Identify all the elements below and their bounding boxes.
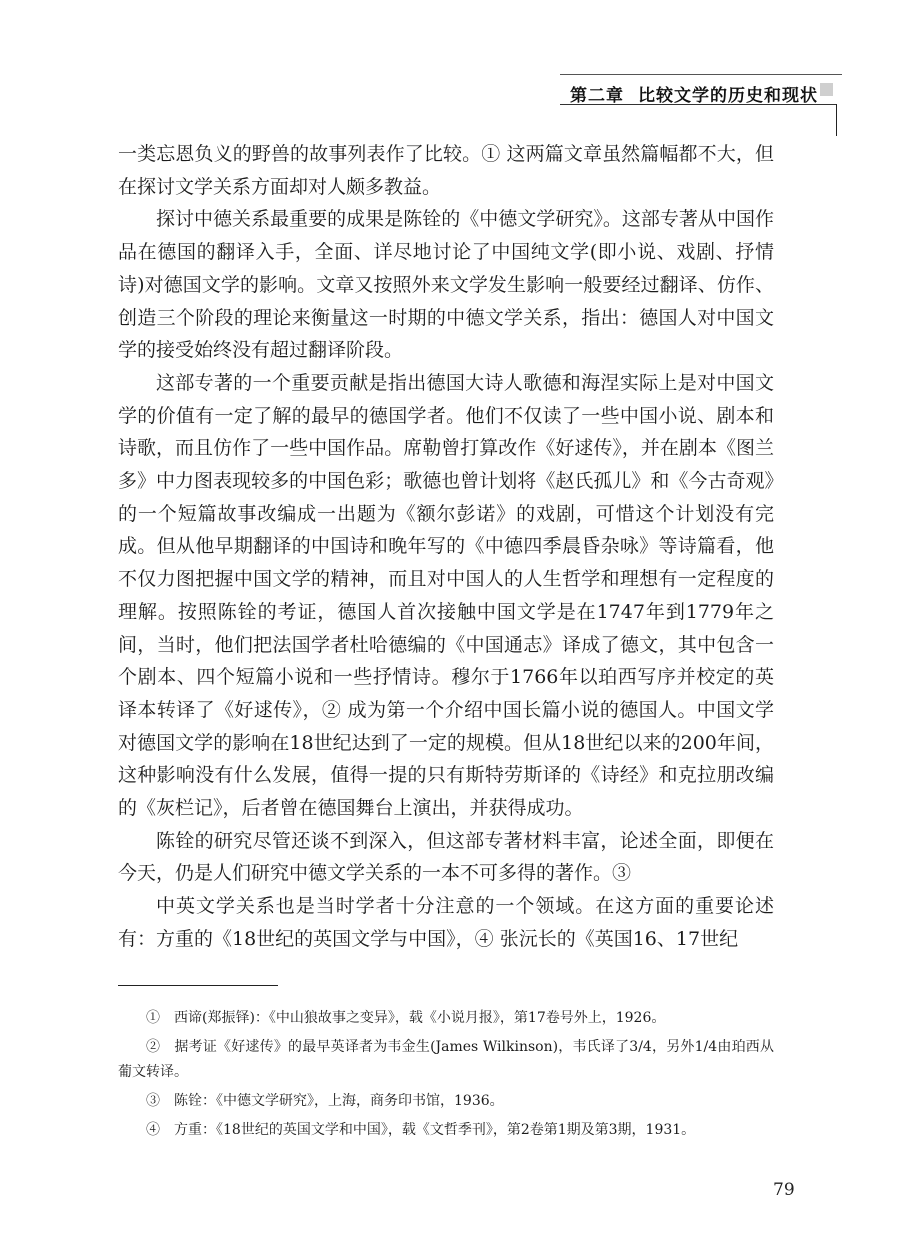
body-text: [118, 138, 774, 956]
header-square-ornament: [820, 83, 833, 96]
footnote-separator: [118, 985, 278, 986]
footnote: ③ 陈铨：《中德文学研究》，上海，商务印书馆，1936。: [146, 1093, 504, 1109]
running-header-text: [570, 81, 818, 106]
paragraph: 陈铨的研究尽管还谈不到深入，但这部专著材料丰富，论述全面，即便在今天，仍是人们研究中德文学关系的一本不可多得的著作。③: [118, 829, 774, 885]
paragraph: 一类忘恩负义的野兽的故事列表作了比较。① 这两篇文章虽然篇幅都不大，但在探讨文学关系方面却对人颇多教益。: [118, 143, 774, 198]
paragraph: 中英文学关系也是当时学者十分注意的一个领域。在这方面的重要论述有：方重的《18世纪的英国文学与中国》，④ 张沅长的《英国16、17世纪: [118, 895, 774, 950]
header-bottom-rule: [560, 104, 836, 105]
footnotes: [118, 1006, 774, 1147]
header-top-rule: [560, 74, 842, 75]
chapter-number: 第二章: [570, 86, 624, 106]
paragraph: 这部专著的一个重要贡献是指出德国大诗人歌德和海涅实际上是对中国文学的价值有一定了解的最早的德国学者。他们不仅读了一些中国小说、剧本和诗歌，而且仿作了一些中国作品。席勒曾打算改作《好逑传》，并在剧本《图兰多》中力图表现较多的中国色彩；歌德也曾计划将《赵氏孤儿》和《今古奇观》的一个短篇故事改编成一出题为《额尔彭诺》的戏剧，可惜这个计划没有完成。但从他早期翻译的中国诗和晚年写的《中德四季晨昏杂咏》等诗篇看，他不仅力图把握中国文学的精神，而且对中国人的人生哲学和理想有一定程度的理解。按照陈铨的考证，德国人首次接触中国文学是在1747年到1779年之间，当时，他们把法国学者杜哈德编的《中国通志》译成了德文，其中包含一个剧本、四个短篇小说和一些抒情诗。穆尔于1766年以珀西写序并校定的英译本转译了《好逑传》，② 成为第一个介绍中国长篇小说的德国人。中国文学对德国文学的影响在18世纪达到了一定的规模。但从18世纪以来的200年间，这种影响没有什么发展，值得一提的只有斯特劳斯译的《诗经》和克拉朋改编的《灰栏记》，后者曾在德国舞台上演出，并获得成功。: [118, 371, 774, 820]
running-header: [560, 74, 842, 104]
chapter-title: 比较文学的历史和现状: [638, 86, 818, 106]
footnote: ② 据考证《好逑传》的最早英译者为韦金生(James Wilkinson)，韦氏译了3/4，另外1/4由珀西从葡文转译。: [118, 1039, 774, 1080]
page-number: 79: [773, 1180, 795, 1200]
footnote: ④ 方重：《18世纪的英国文学和中国》，载《文哲季刊》，第2卷第1期及第3期，1931。: [146, 1122, 696, 1138]
header-vertical-rule: [836, 104, 837, 136]
paragraph: 探讨中德关系最重要的成果是陈铨的《中德文学研究》。这部专著从中国作品在德国的翻译入手，全面、详尽地讨论了中国纯文学(即小说、戏剧、抒情诗)对德国文学的影响。文章又按照外来文学发生影响一般要经过翻译、仿作、创造三个阶段的理论来衡量这一时期的中德文学关系，指出：德国人对中国文学的接受始终没有超过翻译阶段。: [118, 208, 774, 362]
footnote: ① 西谛(郑振铎)：《中山狼故事之变异》，载《小说月报》，第17卷号外上，1926。: [146, 1010, 666, 1026]
